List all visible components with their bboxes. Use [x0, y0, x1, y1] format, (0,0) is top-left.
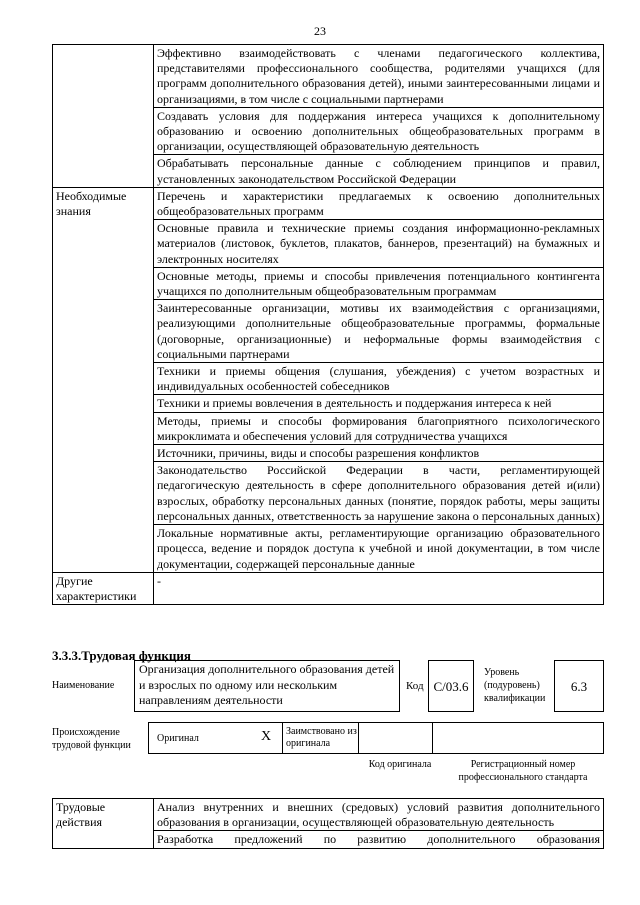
table-cell: -: [154, 572, 604, 604]
requirements-table: [52, 44, 604, 605]
table-cell: Разработка предложений по развитию дополнительного образования: [154, 831, 604, 848]
table-cell: Обрабатывать персональные данные с соблюдением принципов и правил, установленных законодательством Российской Федерации: [154, 155, 604, 187]
section-title: 3.3.3.Трудовая функция: [52, 648, 191, 663]
code-label: Код: [406, 680, 424, 692]
table-cell: Заинтересованные организации, мотивы их взаимодействия с организациями, реализующими дополнительные общеобразовательные программы, формальные (договорные, организационные) и неформальные формы взаимодействия с социальными партнерами: [154, 300, 604, 363]
table-cell: Основные правила и технические приемы создания информационно-рекламных материалов (листовок, буклетов, плакатов, баннеров, презентаций) на бумажных и электронных носителях: [154, 220, 604, 268]
table-row: [53, 45, 604, 108]
borrowed-label: Заимствовано из оригинала: [286, 726, 357, 749]
original-label: Оригинал: [157, 733, 199, 744]
table-row: [53, 799, 604, 831]
code-original-caption: Код оригинала: [368, 759, 432, 770]
origin-table: [148, 722, 604, 754]
reg-number-caption: Регистрационный номер профессионального стандарта: [458, 759, 588, 783]
table-cell: Техники и приемы вовлечения в деятельность и поддержания интереса к ней: [154, 395, 604, 412]
row-label-other: Другие характеристики: [53, 572, 154, 604]
original-cell: [149, 723, 283, 753]
name-label: Наименование: [52, 680, 115, 691]
row-label: [53, 45, 154, 188]
level-label: Уровень (подуровень) квалификации: [484, 667, 546, 704]
table-cell: Техники и приемы общения (слушания, убеждения) с учетом возрастных и индивидуальных особенностей собеседников: [154, 363, 604, 395]
table-row: [53, 572, 604, 604]
table-cell: Локальные нормативные акты, регламентирующие организацию образовательного процесса, ведение и порядок доступа к учебной и иной документации, в том числе документации, содержащей персональные данные: [154, 525, 604, 573]
table-row: [53, 187, 604, 219]
reg-number-cell: [433, 723, 603, 753]
table-cell: Эффективно взаимодействовать с членами педагогического коллектива, представителями профессионального сообщества, родителями учащихся (для программ дополнительного образования детей), иными заинтересованными лицами и организациями, в том числе с социальными партнерами: [154, 45, 604, 108]
table-cell: Источники, причины, виды и способы разрешения конфликтов: [154, 445, 604, 462]
borrowed-cell: [283, 723, 359, 753]
function-code-box: C/03.6: [428, 660, 474, 712]
table-cell: Анализ внутренних и внешних (средовых) условий развития дополнительного образования в организации, осуществляющей образовательную деятельность: [154, 799, 604, 831]
original-mark: X: [261, 729, 272, 744]
labor-actions-table: [52, 798, 604, 849]
level-value-box: 6.3: [554, 660, 604, 712]
function-name-box: Организация дополнительного образования детей и взрослых по одному или нескольким направлениям деятельности: [134, 660, 400, 712]
row-label-knowledge: Необходимые знания: [53, 187, 154, 572]
page-number: 23: [314, 24, 326, 38]
table-cell: Законодательство Российской Федерации в части, регламентирующей педагогическую деятельность в сфере дополнительного образования детей и(или) взрослых, обработку персональных данных (понятие, порядок работы, меры защиты персональных данных, ответственность за нарушение закона о персональных данных): [154, 462, 604, 525]
table-cell: Основные методы, приемы и способы привлечения потенциального контингента учащихся по дополнительным общеобразовательным программам: [154, 267, 604, 299]
table-cell: Методы, приемы и способы формирования благоприятного психологического микроклимата и обеспечения условий для сотрудничества учащихся: [154, 412, 604, 444]
code-original-cell: [359, 723, 433, 753]
table-cell: Перечень и характеристики предлагаемых к освоению дополнительных общеобразовательных программ: [154, 187, 604, 219]
row-label-actions: Трудовые действия: [53, 799, 154, 849]
table-cell: Создавать условия для поддержания интереса учащихся к дополнительному образованию и освоению дополнительных общеобразовательных программ в организации, осуществляющей образовательную деятельность: [154, 107, 604, 155]
origin-label: Происхождение трудовой функции: [52, 727, 131, 751]
